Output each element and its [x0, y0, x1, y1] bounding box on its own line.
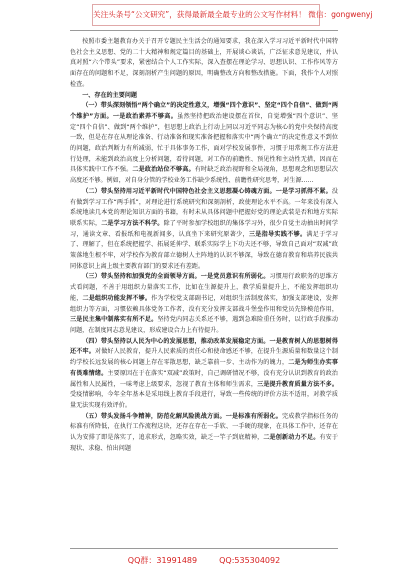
promo-banner[interactable]: 关注头条号“公文研究”，获得最新最全最专业的公文写作材料！ 微信：gongwenyj — [92, 4, 320, 26]
bold-heading-text: 三是民主集中制落实有所不足。 — [70, 316, 158, 324]
paragraph-text: 除了平时参加学校组织的集体学习外，很少自觉主动抽出时间学习，通读文章、看报纸和电视新闻多，认真坐下来研究原著少， — [70, 219, 339, 238]
paragraph-text: 有安于现状、求稳、怕出问题 — [70, 434, 339, 452]
body-paragraph — [70, 412, 338, 455]
paragraph-text: 没有做到学习工作“两手抓”，对理论进行系统研究和深刻剖析，政使理论水平不高。一年来没有深入系统地读几本党的理论知识方面的书籍，有时未从具体问题中把握好党的理论武装是否和地方实际联系实际， — [70, 187, 338, 227]
paragraph-text: 受疫情影响，今年全年基本是采用线上教育手段进行，导致一些传统的评价方法不适用，对教学质量无法实现有效评价。 — [70, 391, 338, 409]
header-rule — [70, 30, 338, 31]
paragraph-text: 完成教学指标任务的标准有所降低，在执行工作流程这块，还存在存在一手软、一手硬的现象，在具体工作中，还存在认为安排了即是落实了，追求形式，忽略实效，缺乏一竿子到底精神， — [70, 412, 339, 442]
bold-heading-text: 二是学习方法不科学。 — [101, 219, 164, 227]
bold-heading-text: 三是指导实践不够。 — [248, 230, 307, 238]
bold-heading-text: （三）带头坚持和加强党的全面领导方面。一是党员意识有所弱化。 — [82, 273, 270, 281]
bold-heading-text: 一、存在的主要问题 — [82, 91, 138, 99]
body-paragraph — [70, 187, 338, 273]
body-paragraph — [70, 272, 338, 336]
paragraph-text: 按照市委主题教育办关于召开专题民主生活会的通知要求，我在深入学习习近平新时代中国特色社会主义思想、党的二十大精神和规定篇目的基础上，开展谈心谈话，广泛征求意见建议，并认真对照“六个带头”要求，紧密结合个人工作实际，深入查摆在理论学习、思想认识、工作作风等方面存在的问题和不足，深刻剖析产生问题的原因，明确整改方向和整改措施。下面，我作个人对照检查。 — [70, 38, 338, 88]
paragraph-text: 作为学校党支部副书记，对组织生活制度落实，加强支部建设，发挥组织力等方面，习惯依赖具体党务工作者，没有充分发挥支部战斗堡垒作用和党员先锋模范作用， — [70, 294, 339, 313]
footer-qq-group: QQ群：31991489 — [127, 556, 198, 565]
bold-heading-text: （一）带头深刻领悟“两个确立”的决定性意义，增强“四个意识”、坚定“四个自信”、做到“两个维护”方面。一是政治素养不够高。 — [70, 102, 338, 120]
footer-rule — [70, 548, 338, 549]
bold-heading-text: （五）带头发扬斗争精神，防范化解风险挑战方面。一是标准有所弱化。 — [82, 412, 282, 420]
paragraph-text: 习惯用行政职务的思维方式看问题，不善于用组织力量落实工作，比如在生源提升上，教学质量提升上，不能发挥组织功能， — [70, 273, 339, 302]
document-body — [70, 37, 338, 541]
paragraph-text: 坚持党内同志关系还不够，遇到急难险重任务时，以行政手段推动问题，在制度同志意见建议，形成建设合力上有待提升。 — [70, 316, 339, 334]
paragraph-text: 满足于学习了、理解了，但在系统把握学、拓展延伸学、联系实际学上下功夫还不够，导致自己面对“双减”政策落地生根不牢，对学校作为教育部立德树人主阵地的认识不够深，导致在德育教育和培养民族共同体意识上离上级主要教育部门的要求还有差距。 — [70, 230, 339, 270]
bold-heading-text: 二是为师生办实事有畏难情绪。 — [70, 359, 339, 377]
footer-qq-number: QQ:535304092 — [219, 556, 281, 565]
body-paragraph — [70, 101, 338, 187]
paragraph-text: …… — [301, 177, 314, 185]
bold-heading-text: （二）带头坚持用习近平新时代中国特色社会主义思想凝心铸魂方面。一是学习抓得不紧。 — [82, 187, 332, 195]
bold-heading-text: 三是提升教育质量方法不多。 — [257, 380, 339, 388]
paragraph-text: 虽然坚持把政治建设摆在首位，自觉增强“四个意识”、坚定“四个自信”、做到“两个维护”，但思想上政治上行动上同以习近平同志为核心的党中央保持高度一致，但是在存在从理论准备、行动准备和现实准备把握和落实中“两个确立”的决定性意义不到位的问题，政治判断力有所减弱，忙于具体事务工作，面对学校发展事件，习惯于用常规工作方法进行处理，未能到政治高度上分析问题，看待问题，对工作的前瞻性、预见性和主动性无措，因而在具体实践中工作不强。 — [70, 112, 338, 174]
paragraph-text: 对做好人民教育，提升人民素质的责任心和使命感还不够，在提升生源质量和数量这个制约学校长远发展的核心问题上存在零散思想，缺乏靠前一步、主动作为的魄力， — [70, 348, 339, 367]
bold-heading-text: 二是创新动力不足。 — [263, 434, 320, 442]
bold-heading-text: （四）带头坚持以人民为中心的发展思想，推动改革发展稳定方面。一是教育树人的思想树得还不牢。 — [70, 337, 338, 356]
body-paragraph — [70, 337, 338, 412]
section-heading — [70, 91, 338, 102]
paragraph-text: 有时缺乏政治视野和全局视角，思想观念和思想层次高度还不够。例如，对自身分管的学校业务工作缺少系统性、前瞻性研究思考，对生源 — [70, 166, 339, 185]
paragraph-text: 主要原因在于在落实“双减”政策时，自己调研情况不够，没有充分认识到教育的政治属性和人民属性，一味考虑上级要求，忽视了教育主体和师生需求， — [70, 369, 338, 388]
bold-heading-text: 二是政治站位不够高。 — [132, 166, 195, 174]
body-paragraph — [70, 37, 338, 91]
bold-heading-text: 二是组织功能发挥不够。 — [82, 294, 152, 302]
footer — [70, 553, 338, 569]
